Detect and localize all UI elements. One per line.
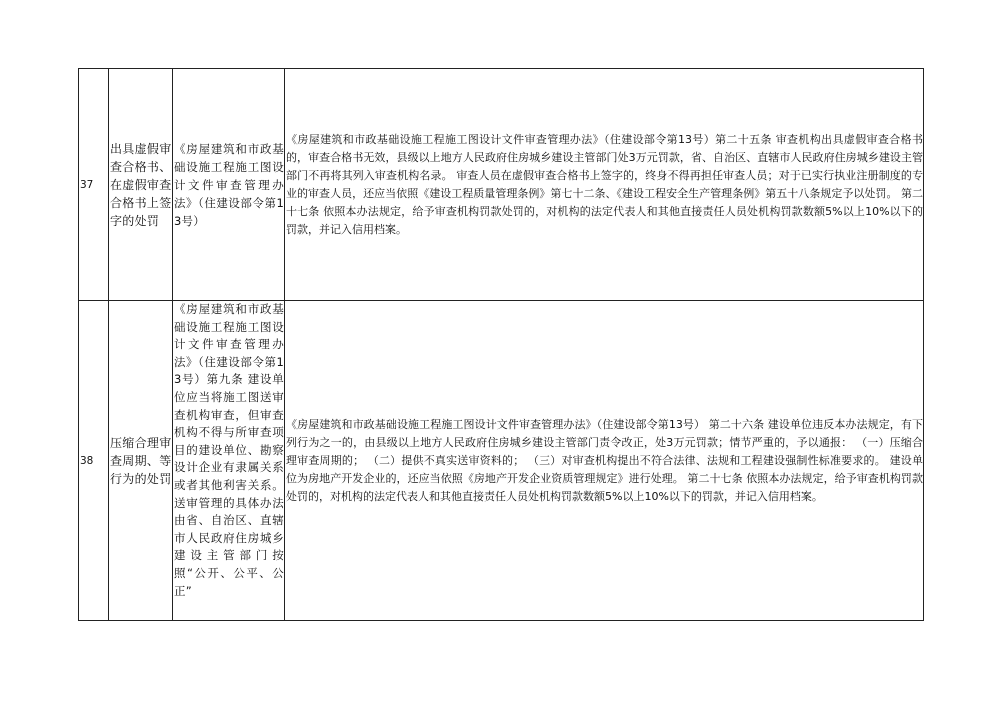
table-row [79,69,924,301]
legal-basis: 《房屋建筑和市政基础设施工程施工图设计文件审查管理办法》（住建设部令第13号） [173,69,285,301]
table-row [79,301,924,621]
penalty-table [78,68,924,621]
row-number: 38 [79,301,109,621]
penalty-item: 出具虚假审查合格书、在虚假审查合格书上签字的处罚 [109,69,173,301]
penalty-content: 《房屋建筑和市政基础设施工程施工图设计文件审查管理办法》（住建设部令第13号） 第二十六条 建设单位违反本办法规定，有下列行为之一的，由县级以上地方人民政府住房城乡建设主管部门责令改正，处3万元罚款；情节严重的，予以通报： （一）压缩合理审查周期的； （二）提供不真实送审资料的； （三）对审查机构提出不符合法律、法规和工程建设强制性标准要求的。 建设单位为房地产开发企业的，还应当依照《房地产开发企业资质管理规定》进行处理。 第二十七条 依照本办法规定，给予审查机构罚款处罚的，对机构的法定代表人和其他直接责任人员处机构罚款数额5%以上10%以下的罚款，并记入信用档案。 [285,301,924,621]
penalty-item: 压缩合理审查周期、等行为的处罚 [109,301,173,621]
row-number: 37 [79,69,109,301]
legal-basis: 《房屋建筑和市政基础设施工程施工图设计文件审查管理办法》（住建设部令第13号）第九条 建设单位应当将施工图送审查机构审查，但审查机构不得与所审查项目的建设单位、勘察设计企业有隶属关系或者其他利害关系。送审管理的具体办法由省、自治区、直辖市人民政府住房城乡建设主管部门按照“公开、公平、公正” [173,301,285,621]
penalty-content: 《房屋建筑和市政基础设施工程施工图设计文件审查管理办法》（住建设部令第13号）第二十五条 审查机构出具虚假审查合格书的，审查合格书无效，县级以上地方人民政府住房城乡建设主管部门处3万元罚款，省、自治区、直辖市人民政府住房城乡建设主管部门不再将其列入审查机构名录。 审查人员在虚假审查合格书上签字的，终身不得再担任审查人员；对于已实行执业注册制度的专业的审查人员，还应当依照《建设工程质量管理条例》第七十二条、《建设工程安全生产管理条例》第五十八条规定予以处罚。 第二十七条 依照本办法规定，给予审查机构罚款处罚的，对机构的法定代表人和其他直接责任人员处机构罚款数额5%以上10%以下的罚款，并记入信用档案。 [285,69,924,301]
